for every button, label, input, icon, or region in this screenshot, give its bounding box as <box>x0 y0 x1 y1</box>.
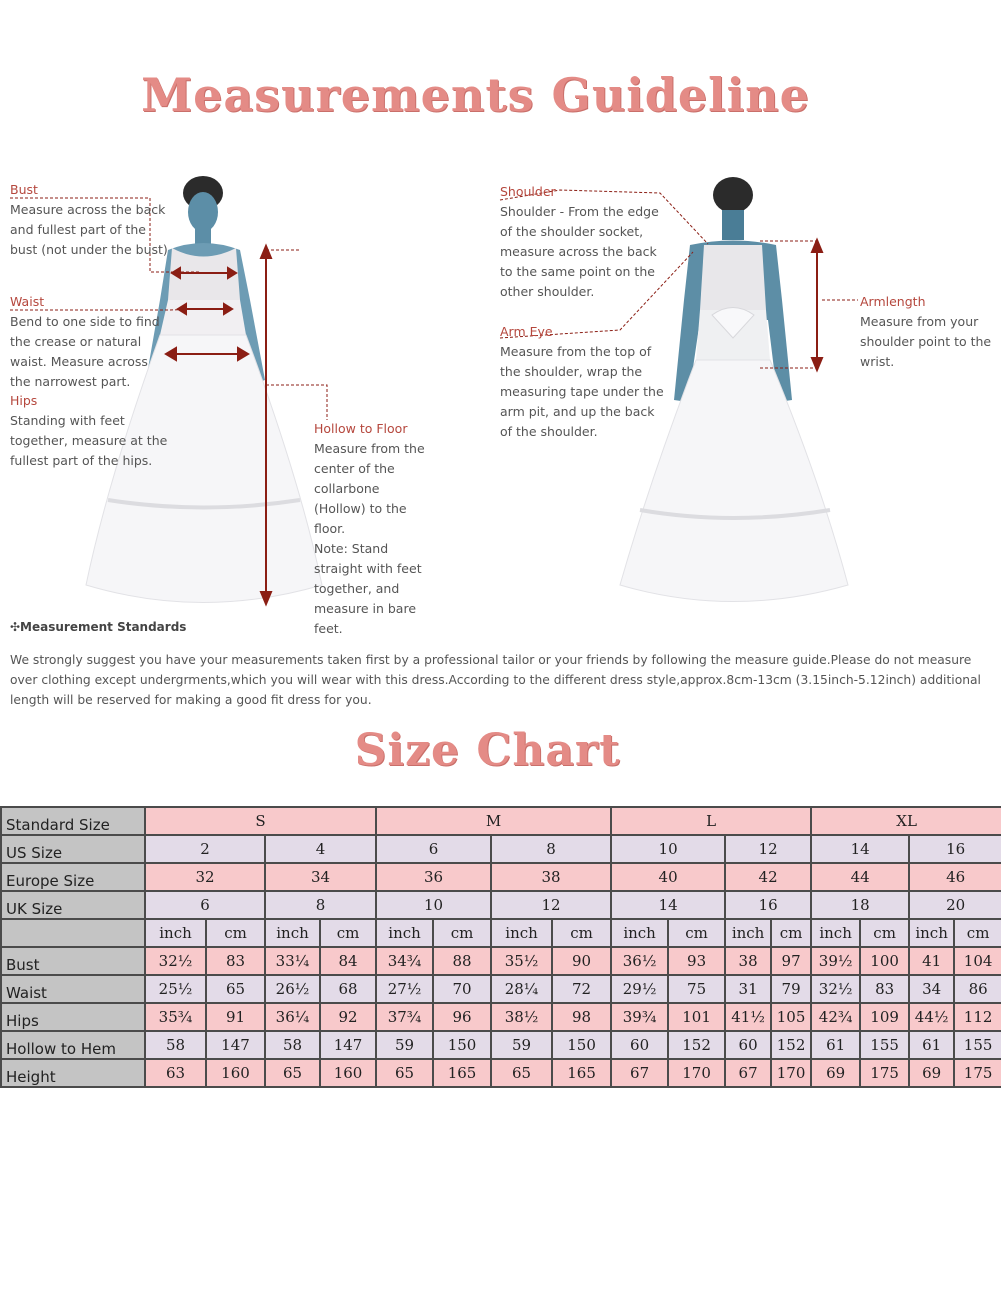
us-size-cell: 8 <box>491 835 611 863</box>
height-value-cell: 65 <box>491 1059 552 1087</box>
bust-value-cell: 36½ <box>611 947 668 975</box>
bust-value-cell: 97 <box>771 947 811 975</box>
height-value-cell: 175 <box>860 1059 909 1087</box>
us-size-cell: 12 <box>725 835 811 863</box>
us-size-cell: 2 <box>145 835 265 863</box>
height-value-cell: 170 <box>771 1059 811 1087</box>
unit-inch-cell: inch <box>725 919 771 947</box>
unit-cm-cell: cm <box>668 919 725 947</box>
hips-value-cell: 37¾ <box>376 1003 433 1031</box>
uk-size-cell: 8 <box>265 891 376 919</box>
waist-value-cell: 75 <box>668 975 725 1003</box>
waist-value-cell: 68 <box>320 975 376 1003</box>
hips-value-cell: 105 <box>771 1003 811 1031</box>
shoulder-description: Shoulder - From the edge of the shoulder socket, measure across the back to the same point on the other shoulder. <box>500 204 659 299</box>
hollow-value-cell: 150 <box>433 1031 491 1059</box>
us-size-cell: 16 <box>909 835 1001 863</box>
height-value-cell: 67 <box>611 1059 668 1087</box>
bust-label: Bust <box>10 182 38 197</box>
unit-cm-cell: cm <box>320 919 376 947</box>
row-header <box>1 919 145 947</box>
unit-cm-cell: cm <box>860 919 909 947</box>
waist-value-cell: 72 <box>552 975 611 1003</box>
bust-value-cell: 84 <box>320 947 376 975</box>
hips-value-cell: 91 <box>206 1003 265 1031</box>
hips-value-cell: 109 <box>860 1003 909 1031</box>
height-value-cell: 69 <box>909 1059 954 1087</box>
hollow-value-cell: 59 <box>491 1031 552 1059</box>
row-header: UK Size <box>1 891 145 919</box>
unit-inch-cell: inch <box>491 919 552 947</box>
uk-size-row <box>1 891 1001 919</box>
row-header: Waist <box>1 975 145 1003</box>
size-chart-title: Size Chart <box>354 725 621 776</box>
waist-value-cell: 32½ <box>811 975 860 1003</box>
height-value-cell: 160 <box>206 1059 265 1087</box>
unit-inch-cell: inch <box>909 919 954 947</box>
waist-value-cell: 31 <box>725 975 771 1003</box>
bust-value-cell: 83 <box>206 947 265 975</box>
unit-inch-cell: inch <box>611 919 668 947</box>
uk-size-cell: 18 <box>811 891 909 919</box>
bust-value-cell: 35½ <box>491 947 552 975</box>
waist-value-cell: 65 <box>206 975 265 1003</box>
europe-size-cell: 34 <box>265 863 376 891</box>
hollow-value-cell: 59 <box>376 1031 433 1059</box>
hollow-to-hem-row <box>1 1031 1001 1059</box>
unit-cm-cell: cm <box>771 919 811 947</box>
standard-size-cell: XL <box>811 807 1001 835</box>
waist-description: Bend to one side to find the crease or natural waist. Measure across the narrowest part. <box>10 314 160 389</box>
bust-value-cell: 39½ <box>811 947 860 975</box>
hollow-label: Hollow to Floor <box>314 421 408 436</box>
uk-size-cell: 6 <box>145 891 265 919</box>
unit-inch-cell: inch <box>811 919 860 947</box>
height-value-cell: 165 <box>433 1059 491 1087</box>
hollow-value-cell: 147 <box>206 1031 265 1059</box>
bust-value-cell: 38 <box>725 947 771 975</box>
height-value-cell: 67 <box>725 1059 771 1087</box>
waist-value-cell: 70 <box>433 975 491 1003</box>
hips-value-cell: 96 <box>433 1003 491 1031</box>
us-size-cell: 4 <box>265 835 376 863</box>
standard-size-cell: L <box>611 807 811 835</box>
us-size-cell: 14 <box>811 835 909 863</box>
height-value-cell: 63 <box>145 1059 206 1087</box>
size-chart-table <box>0 806 1001 1088</box>
hips-value-cell: 101 <box>668 1003 725 1031</box>
units-row <box>1 919 1001 947</box>
waist-value-cell: 26½ <box>265 975 320 1003</box>
waist-value-cell: 83 <box>860 975 909 1003</box>
hips-label: Hips <box>10 393 38 408</box>
unit-cm-cell: cm <box>206 919 265 947</box>
hollow-value-cell: 58 <box>145 1031 206 1059</box>
bust-value-cell: 104 <box>954 947 1001 975</box>
hollow-value-cell: 147 <box>320 1031 376 1059</box>
standard-size-row <box>1 807 1001 835</box>
waist-value-cell: 29½ <box>611 975 668 1003</box>
waist-value-cell: 25½ <box>145 975 206 1003</box>
uk-size-cell: 20 <box>909 891 1001 919</box>
hips-value-cell: 36¼ <box>265 1003 320 1031</box>
measurement-standards-heading: ✣Measurement Standards <box>10 620 187 634</box>
us-size-cell: 10 <box>611 835 725 863</box>
hips-description: Standing with feet together, measure at the fullest part of the hips. <box>10 413 168 468</box>
hollow-value-cell: 61 <box>811 1031 860 1059</box>
hollow-value-cell: 155 <box>954 1031 1001 1059</box>
bust-value-cell: 100 <box>860 947 909 975</box>
us-size-cell: 6 <box>376 835 491 863</box>
shoulder-label: Shoulder <box>500 184 556 199</box>
height-value-cell: 170 <box>668 1059 725 1087</box>
armlength-description: Measure from your shoulder point to the wrist. <box>860 314 992 369</box>
bust-value-cell: 34¾ <box>376 947 433 975</box>
europe-size-cell: 38 <box>491 863 611 891</box>
row-header: Hollow to Hem <box>1 1031 145 1059</box>
unit-inch-cell: inch <box>376 919 433 947</box>
height-value-cell: 65 <box>265 1059 320 1087</box>
waist-value-cell: 79 <box>771 975 811 1003</box>
row-header: Hips <box>1 1003 145 1031</box>
hips-value-cell: 98 <box>552 1003 611 1031</box>
hollow-value-cell: 152 <box>771 1031 811 1059</box>
bust-row <box>1 947 1001 975</box>
uk-size-cell: 16 <box>725 891 811 919</box>
hollow-value-cell: 60 <box>611 1031 668 1059</box>
unit-cm-cell: cm <box>433 919 491 947</box>
bust-value-cell: 41 <box>909 947 954 975</box>
bust-value-cell: 88 <box>433 947 491 975</box>
hips-value-cell: 92 <box>320 1003 376 1031</box>
unit-inch-cell: inch <box>145 919 206 947</box>
guideline-title: Measurements Guideline <box>141 68 810 122</box>
europe-size-cell: 36 <box>376 863 491 891</box>
waist-value-cell: 27½ <box>376 975 433 1003</box>
height-value-cell: 65 <box>376 1059 433 1087</box>
standard-size-cell: S <box>145 807 376 835</box>
europe-size-cell: 32 <box>145 863 265 891</box>
height-value-cell: 160 <box>320 1059 376 1087</box>
bust-description: Measure across the back and fullest part of the bust (not under the bust) <box>10 202 168 257</box>
hollow-value-cell: 60 <box>725 1031 771 1059</box>
hollow-value-cell: 61 <box>909 1031 954 1059</box>
waist-label: Waist <box>10 294 45 309</box>
unit-cm-cell: cm <box>954 919 1001 947</box>
row-header: US Size <box>1 835 145 863</box>
standard-size-cell: M <box>376 807 611 835</box>
waist-value-cell: 34 <box>909 975 954 1003</box>
hollow-value-cell: 152 <box>668 1031 725 1059</box>
bust-value-cell: 90 <box>552 947 611 975</box>
arm-eye-label: Arm Eye <box>500 324 553 339</box>
hips-value-cell: 41½ <box>725 1003 771 1031</box>
europe-size-cell: 44 <box>811 863 909 891</box>
row-header: Europe Size <box>1 863 145 891</box>
hollow-value-cell: 58 <box>265 1031 320 1059</box>
bust-value-cell: 32½ <box>145 947 206 975</box>
back-measure-arrows <box>812 240 822 370</box>
measurement-standards-text: We strongly suggest you have your measurements taken first by a professional tailor or your friends by following the measure guide.Please do not measure over clothing except undergrments,which you will wear with this dress.According to the different dress style,approx.8cm-13cm (3.15inch-5.12inch) additional length will be reserved for making a good fit dress for you. <box>10 653 981 707</box>
hips-value-cell: 44½ <box>909 1003 954 1031</box>
height-value-cell: 175 <box>954 1059 1001 1087</box>
uk-size-cell: 12 <box>491 891 611 919</box>
uk-size-cell: 14 <box>611 891 725 919</box>
hollow-value-cell: 150 <box>552 1031 611 1059</box>
hips-value-cell: 42¾ <box>811 1003 860 1031</box>
europe-size-cell: 42 <box>725 863 811 891</box>
hips-value-cell: 35¾ <box>145 1003 206 1031</box>
armlength-label: Armlength <box>860 294 926 309</box>
hollow-value-cell: 155 <box>860 1031 909 1059</box>
bust-value-cell: 93 <box>668 947 725 975</box>
uk-size-cell: 10 <box>376 891 491 919</box>
bust-value-cell: 33¼ <box>265 947 320 975</box>
row-header: Standard Size <box>1 807 145 835</box>
hollow-description: Measure from the center of the collarbone (Hollow) to the floor. Note: Stand straight with feet together, and measure in bare feet. <box>314 441 425 636</box>
waist-value-cell: 28¼ <box>491 975 552 1003</box>
unit-inch-cell: inch <box>265 919 320 947</box>
row-header: Height <box>1 1059 145 1087</box>
hips-row <box>1 1003 1001 1031</box>
height-value-cell: 165 <box>552 1059 611 1087</box>
europe-size-cell: 40 <box>611 863 725 891</box>
hips-value-cell: 39¾ <box>611 1003 668 1031</box>
waist-value-cell: 86 <box>954 975 1001 1003</box>
europe-size-cell: 46 <box>909 863 1001 891</box>
waist-row <box>1 975 1001 1003</box>
europe-size-row <box>1 863 1001 891</box>
us-size-row <box>1 835 1001 863</box>
height-value-cell: 69 <box>811 1059 860 1087</box>
row-header: Bust <box>1 947 145 975</box>
hips-value-cell: 112 <box>954 1003 1001 1031</box>
unit-cm-cell: cm <box>552 919 611 947</box>
height-row <box>1 1059 1001 1087</box>
hips-value-cell: 38½ <box>491 1003 552 1031</box>
arm-eye-description: Measure from the top of the shoulder, wrap the measuring tape under the arm pit, and up the back of the shoulder. <box>500 344 664 439</box>
